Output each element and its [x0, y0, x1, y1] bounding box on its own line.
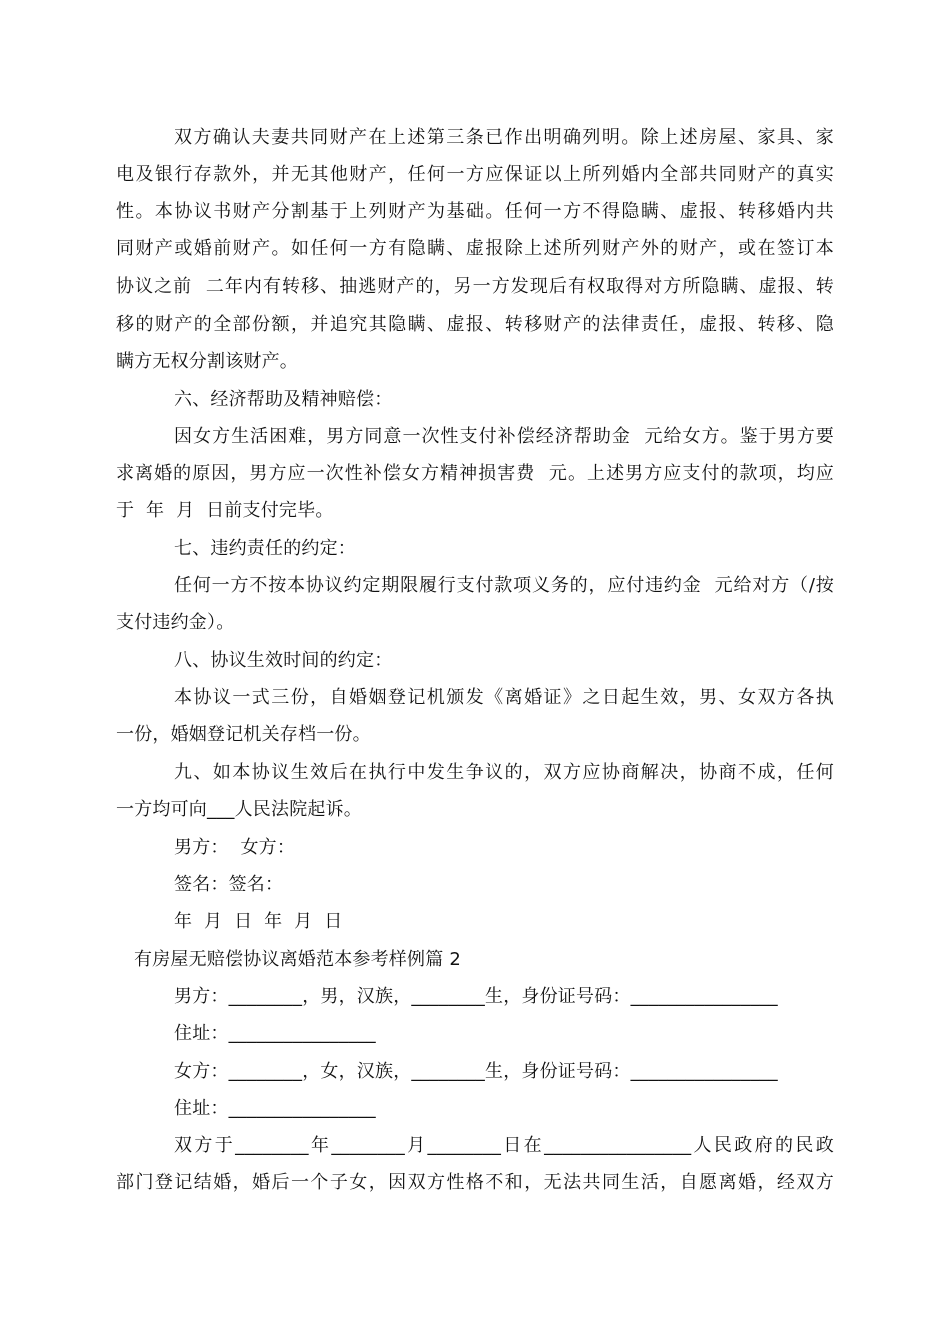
paragraph-line: 于 年 月 日前支付完毕。: [116, 500, 334, 521]
party-female-info: 女方：________，女，汉族，________生，身份证号码：________________: [174, 1061, 778, 1082]
paragraph-line: 九、如本协议生效后在执行中发生争议的，双方应协商解决，协商不成，任何: [174, 762, 834, 783]
signature-date: 年 月 日 年 月 日: [174, 911, 343, 932]
paragraph-line: 双方确认夫妻共同财产在上述第三条已作出明确列明。除上述房屋、家具、家: [174, 127, 834, 148]
paragraph-line: 移的财产的全部份额，并追究其隐瞒、虚报、转移财产的法律责任，虚报、转移、隐: [116, 314, 834, 335]
paragraph-line: 一方均可向___人民法院起诉。: [116, 799, 362, 820]
sample-title: 有房屋无赔偿协议离婚范本参考样例篇 2: [134, 949, 461, 970]
paragraph-line: 任何一方不按本协议约定期限履行支付款项义务的，应付违约金 元给对方（/按: [174, 575, 834, 596]
section-heading: 七、违约责任的约定：: [174, 538, 356, 559]
paragraph-line: 支付违约金）。: [116, 612, 235, 633]
signature-line: 签名：签名：: [174, 874, 284, 895]
party-female-address: 住址：________________: [174, 1098, 376, 1119]
paragraph-line: 求离婚的原因，男方应一次性补偿女方精神损害费 元。上述男方应支付的款项，均应: [116, 463, 834, 484]
signature-parties: 男方： 女方：: [174, 837, 296, 858]
paragraph-line: 部门登记结婚，婚后一个子女，因双方性格不和，无法共同生活，自愿离婚，经双方: [116, 1172, 834, 1193]
paragraph-line: 本协议一式三份，自婚姻登记机颁发《离婚证》之日起生效，男、女双方各执: [174, 687, 834, 708]
paragraph-line: 同财产或婚前财产。如任何一方有隐瞒、虚报除上述所列财产外的财产，或在签订本: [116, 238, 834, 259]
paragraph-line: 协议之前 二年内有转移、抽逃财产的，另一方发现后有权取得对方所隐瞒、虚报、转: [116, 276, 834, 297]
party-male-info: 男方：________，男，汉族，________生，身份证号码：________________: [174, 986, 778, 1007]
paragraph-line: 双方于________年________月________日在________________人民政府的民政: [174, 1135, 834, 1156]
paragraph-line: 性。本协议书财产分割基于上列财产为基础。任何一方不得隐瞒、虚报、转移婚内共: [116, 201, 834, 222]
paragraph-line: 一份，婚姻登记机关存档一份。: [116, 724, 371, 745]
paragraph-line: 电及银行存款外，并无其他财产，任何一方应保证以上所列婚内全部共同财产的真实: [116, 164, 834, 185]
paragraph-line: 因女方生活困难，男方同意一次性支付补偿经济帮助金 元给女方。鉴于男方要: [174, 426, 834, 447]
section-heading: 八、协议生效时间的约定：: [174, 650, 393, 671]
paragraph-line: 瞒方无权分割该财产。: [116, 351, 298, 372]
party-male-address: 住址：________________: [174, 1023, 376, 1044]
section-heading: 六、经济帮助及精神赔偿：: [174, 389, 393, 410]
